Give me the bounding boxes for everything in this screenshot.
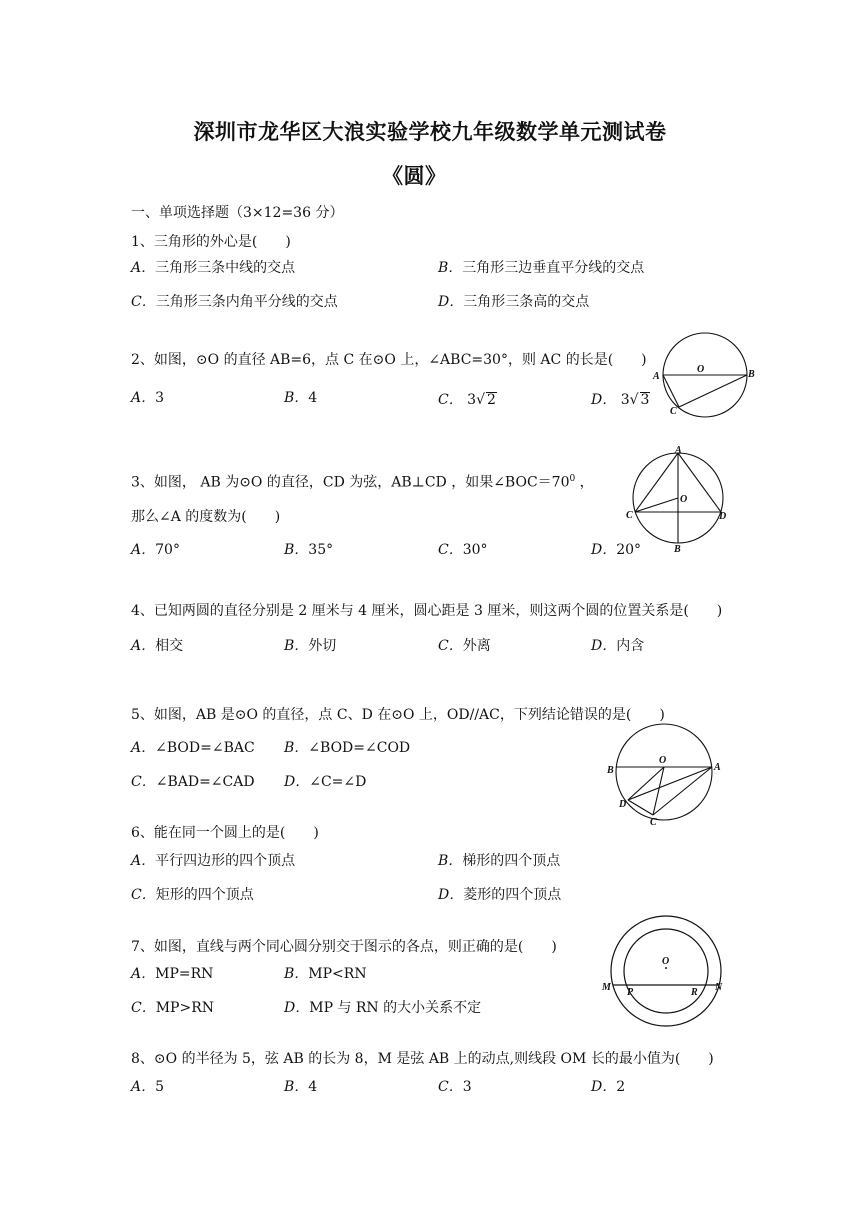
q7-label-o: O bbox=[662, 956, 670, 967]
q7-figure-circles bbox=[596, 914, 736, 1038]
q5-label-o: O bbox=[659, 755, 667, 766]
q6-option-c[interactable]: C．矩形的四个顶点 bbox=[131, 887, 254, 903]
q6-option-b[interactable]: B．梯形的四个顶点 bbox=[438, 853, 561, 869]
q1-option-a[interactable]: A．三角形三条中线的交点 bbox=[131, 260, 296, 276]
q2-label-b: B bbox=[748, 369, 755, 380]
q2-option-a[interactable]: A．3 bbox=[131, 390, 165, 406]
q5-label-d: D bbox=[619, 799, 627, 810]
q7-option-b[interactable]: B．MP<RN bbox=[284, 966, 367, 982]
q2-option-d[interactable]: D． 3√ 3 bbox=[591, 392, 650, 408]
q2-option-b[interactable]: B．4 bbox=[284, 390, 318, 406]
question-1-stem: 1、三角形的外心是( ) bbox=[131, 234, 291, 250]
q7-label-r: R bbox=[691, 987, 698, 998]
q8-option-c[interactable]: C．3 bbox=[438, 1079, 472, 1095]
sqrt-symbol: √ bbox=[476, 392, 486, 408]
question-3-stem: 3、如图， AB 为⊙O 的直径，CD 为弦，AB⊥CD ，如果$\angle BOC=70^0$ ， bbox=[131, 474, 594, 491]
q6-option-a[interactable]: A．平行四边形的四个顶点 bbox=[131, 853, 296, 869]
q3-option-d[interactable]: D．20° bbox=[591, 542, 642, 558]
q8-option-b[interactable]: B．4 bbox=[284, 1079, 318, 1095]
q7-label-m: M bbox=[602, 982, 611, 993]
sqrt-symbol: √ bbox=[629, 392, 639, 408]
q1-option-b[interactable]: B．三角形三边垂直平分线的交点 bbox=[438, 260, 645, 276]
q3-label-o: O bbox=[680, 494, 688, 505]
q3-label-a: A bbox=[675, 445, 682, 456]
q2-option-c[interactable]: C． 3√ 2 bbox=[438, 392, 496, 408]
q3-label-b: B bbox=[674, 544, 681, 554]
question-7-stem: 7、如图，直线与两个同心圆分别交于图示的各点，则正确的是( ) bbox=[131, 939, 557, 955]
question-3-stem-line2: 那么∠A 的度数为( ) bbox=[131, 509, 281, 525]
q5-label-a: A bbox=[714, 762, 721, 773]
q7-label-n: N bbox=[715, 982, 723, 993]
q5-option-d[interactable]: D．∠C=∠D bbox=[284, 774, 367, 790]
q5-option-b[interactable]: B．∠BOD=∠COD bbox=[284, 740, 411, 756]
q3-option-b[interactable]: B．35° bbox=[284, 542, 334, 558]
q3-option-c[interactable]: C．30° bbox=[438, 542, 488, 558]
q7-label-p: P bbox=[627, 987, 634, 998]
q4-option-b[interactable]: B．外切 bbox=[284, 638, 337, 654]
q4-option-d[interactable]: D．内含 bbox=[591, 638, 645, 654]
question-6-stem: 6、能在同一个圆上的是( ) bbox=[131, 825, 319, 841]
page-subtitle: 《圆》 bbox=[382, 164, 447, 188]
q5-label-b: B bbox=[607, 765, 614, 776]
q5-label-c: C bbox=[650, 817, 657, 828]
q7-option-a[interactable]: A．MP=RN bbox=[131, 966, 214, 982]
question-8-stem: 8、⊙O 的半径为 5，弦 AB 的长为 8，M 是弦 AB 上的动点,则线段 OM 长的最小值为( ) bbox=[131, 1051, 714, 1067]
q2-figure-circle bbox=[648, 330, 768, 422]
q4-option-c[interactable]: C．外离 bbox=[438, 638, 491, 654]
q5-figure-circle bbox=[602, 720, 734, 828]
q5-option-a[interactable]: A．∠BOD=∠BAC bbox=[131, 740, 255, 756]
question-2-stem: 2、如图，⊙O 的直径 AB=6，点 C 在⊙O 上，∠ABC=30°，则 AC 的长是( ) bbox=[131, 352, 647, 368]
q2-label-a: A bbox=[653, 371, 660, 382]
q5-option-c[interactable]: C．∠BAD=∠CAD bbox=[131, 774, 255, 790]
q8-option-d[interactable]: D．2 bbox=[591, 1079, 626, 1095]
q3-figure-circle bbox=[620, 444, 738, 554]
q3-option-a[interactable]: A．70° bbox=[131, 542, 180, 558]
q3-label-d: D bbox=[719, 511, 727, 522]
q7-option-c[interactable]: C．MP>RN bbox=[131, 1000, 214, 1016]
q3-label-c: C bbox=[626, 510, 633, 521]
question-5-stem: 5、如图，AB 是⊙O 的直径，点 C、D 在⊙O 上，OD//AC，下列结论错误的是( ) bbox=[131, 707, 665, 723]
question-4-stem: 4、已知两圆的直径分别是 2 厘米与 4 厘米，圆心距是 3 厘米，则这两个圆的位置关系是( ) bbox=[131, 603, 723, 619]
q2-label-o: O bbox=[697, 364, 705, 375]
q1-option-d[interactable]: D．三角形三条高的交点 bbox=[438, 294, 590, 310]
section-heading: 一、单项选择题（3×12=36 分） bbox=[131, 205, 344, 221]
q4-option-a[interactable]: A．相交 bbox=[131, 638, 184, 654]
q2-label-c: C bbox=[670, 406, 677, 417]
q6-option-d[interactable]: D．菱形的四个顶点 bbox=[438, 887, 562, 903]
q1-option-c[interactable]: C．三角形三条内角平分线的交点 bbox=[131, 294, 338, 310]
page-title: 深圳市龙华区大浪实验学校九年级数学单元测试卷 bbox=[193, 120, 667, 144]
q7-option-d[interactable]: D．MP 与 RN 的大小关系不定 bbox=[284, 1000, 482, 1016]
q8-option-a[interactable]: A．5 bbox=[131, 1079, 165, 1095]
